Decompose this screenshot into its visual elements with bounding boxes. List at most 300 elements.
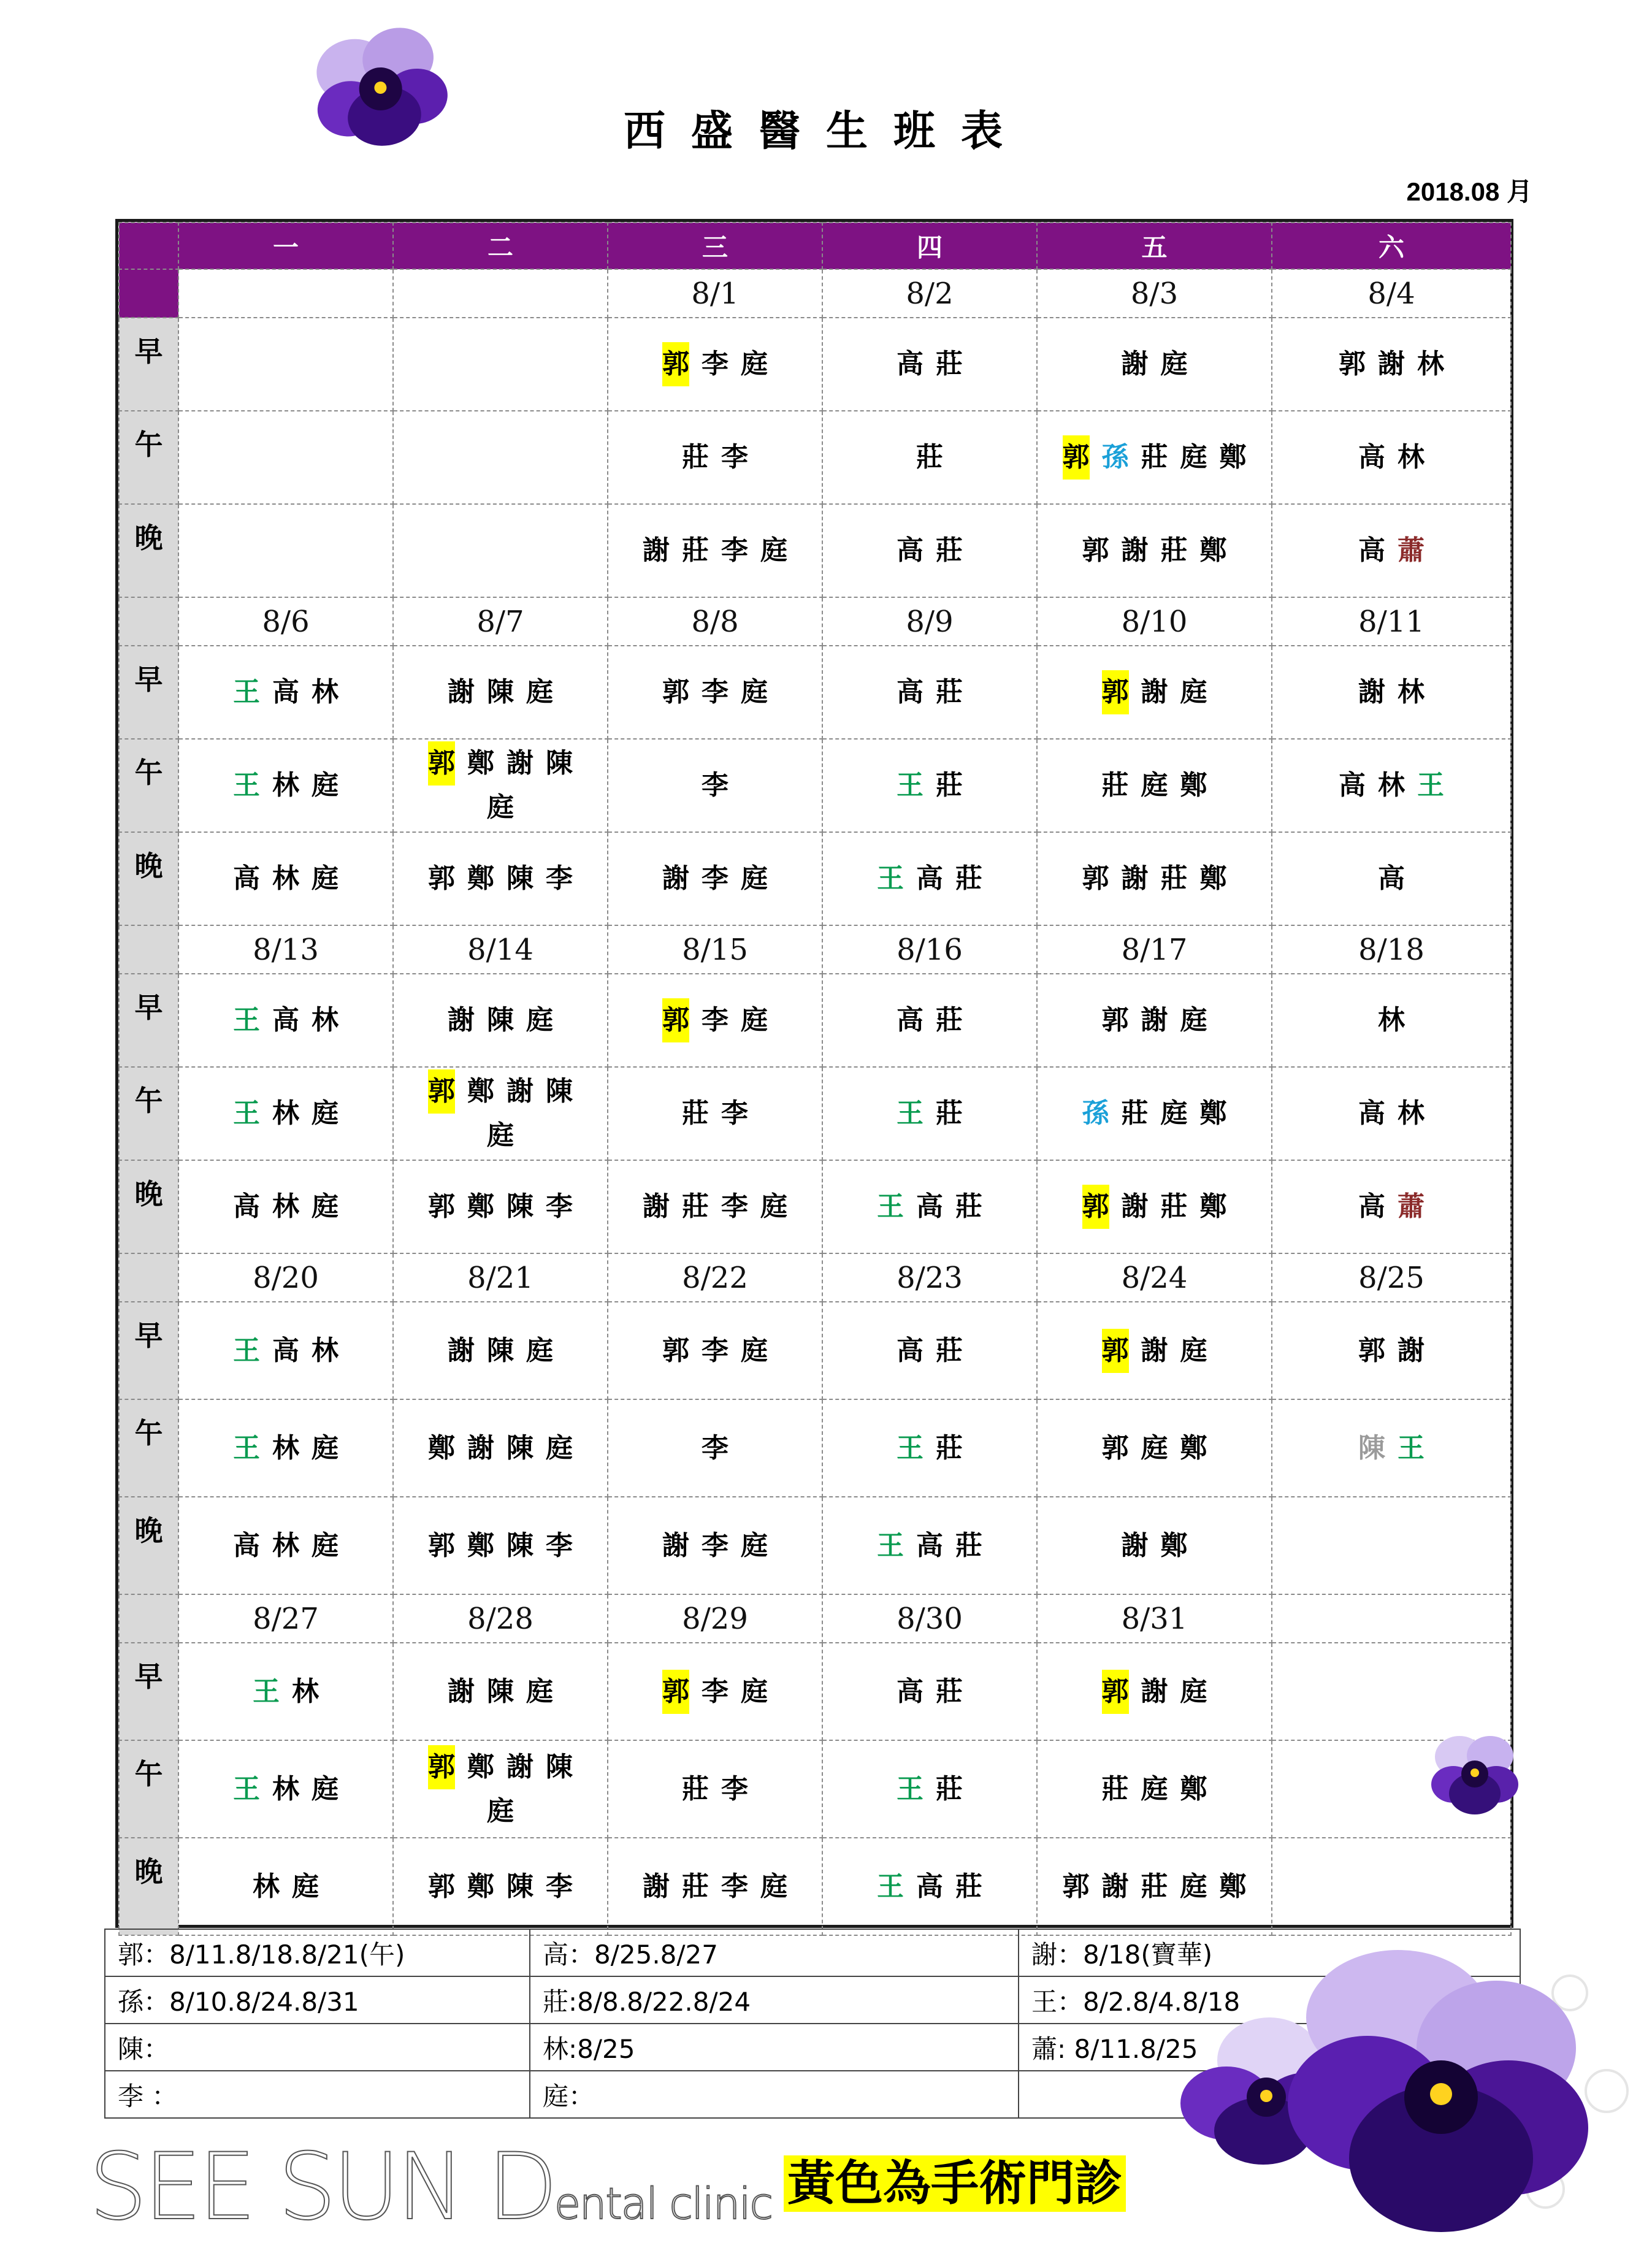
doctor-name: 高	[1358, 535, 1385, 566]
doctor-name: 林	[272, 1529, 299, 1561]
shift-label: 早	[119, 646, 178, 739]
doctor-name: 庭	[741, 676, 768, 708]
doctor-name: 郭	[662, 1670, 689, 1714]
doctor-name: 庭	[741, 1004, 768, 1036]
shift-cell	[1272, 1497, 1511, 1594]
doctor-name: 郭	[1082, 1185, 1109, 1229]
shift-cell	[608, 411, 822, 504]
date-cell: 8/1	[608, 269, 822, 318]
doctor-name: 郭	[428, 1069, 455, 1114]
shift-cell	[178, 1160, 393, 1253]
doctor-name: 林	[272, 1773, 299, 1805]
shift-row	[119, 1643, 1511, 1740]
doctor-name: 謝	[1121, 535, 1149, 566]
date-cell: 8/25	[1272, 1253, 1511, 1302]
doctor-name: 林	[272, 770, 299, 801]
doctor-name: 郭	[1358, 1334, 1385, 1366]
doctor-name: 高	[233, 1191, 260, 1222]
shift-cell	[1037, 411, 1272, 504]
doctor-name: 庭	[312, 1773, 338, 1805]
shift-label: 早	[119, 1643, 178, 1740]
schedule-body	[119, 269, 1511, 1935]
doctor-name: 謝	[1121, 1529, 1149, 1561]
doctor-name: 謝	[1141, 1675, 1168, 1707]
doctor-name: 王	[897, 1098, 924, 1129]
doctor-name: 庭	[526, 1675, 553, 1707]
doctor-name: 王	[877, 1191, 904, 1222]
doctor-name: 王	[877, 1870, 904, 1902]
pansy-flower-icon	[1177, 1944, 1652, 2248]
doctor-name: 庭	[1160, 1098, 1188, 1129]
shift-cell	[1037, 1302, 1272, 1399]
doctor-name: 李	[702, 1529, 728, 1561]
page-title: 西盛醫生班表	[623, 107, 1028, 156]
doctor-name: 林	[272, 1432, 299, 1464]
date-row-side	[119, 269, 178, 318]
doctor-name: 謝	[1141, 1334, 1168, 1366]
doctor-name: 陳	[487, 1675, 514, 1707]
doctor-name: 莊	[936, 770, 963, 801]
shift-cell	[822, 646, 1037, 739]
doctor-name: 庭	[312, 863, 338, 894]
doctor-name: 庭	[1180, 1870, 1207, 1902]
doctor-name: 庭	[1180, 1004, 1207, 1036]
date-row	[119, 597, 1511, 646]
doctor-name: 林	[272, 1098, 299, 1129]
doctor-name: 郭	[662, 676, 689, 708]
doctor-name: 莊	[936, 1675, 963, 1707]
doctor-name: 高	[897, 535, 924, 566]
doctor-name: 庭	[312, 1191, 338, 1222]
shift-cell	[1272, 1067, 1511, 1160]
shift-cell	[608, 1302, 822, 1399]
doctor-name: 鄭	[1199, 1191, 1227, 1222]
doctor-name: 謝	[1141, 1004, 1168, 1036]
doctor-name: 莊	[1121, 1098, 1149, 1129]
doctor-name: 鄭	[1180, 1773, 1207, 1805]
doctor-name: 陳	[487, 676, 514, 708]
doctor-name: 林	[1398, 676, 1424, 708]
leave-note: 蕭: 8/11.8/25	[1019, 2024, 1520, 2071]
doctor-name: 林	[1378, 1004, 1405, 1036]
surgery-legend: 黃色為手術門診	[784, 2155, 1126, 2212]
weekday-header: 二	[393, 223, 608, 269]
doctor-name: 高	[897, 676, 924, 708]
doctor-name: 王	[233, 1334, 260, 1366]
doctor-name: 陳	[1358, 1432, 1385, 1464]
shift-cell	[1272, 974, 1511, 1067]
shift-cell	[822, 1643, 1037, 1740]
shift-cell	[393, 504, 608, 597]
doctor-name: 李	[546, 863, 573, 894]
shift-cell	[1037, 1160, 1272, 1253]
doctor-name: 謝	[507, 1076, 533, 1107]
shift-cell	[1037, 318, 1272, 411]
date-cell: 8/17	[1037, 925, 1272, 974]
doctor-name: 鄭	[467, 1076, 494, 1107]
doctor-name: 庭	[1141, 1432, 1168, 1464]
doctor-name: 高	[1339, 770, 1366, 801]
shift-label: 午	[119, 1067, 178, 1160]
doctor-name: 李	[721, 442, 748, 473]
doctor-name: 郭	[662, 998, 689, 1042]
date-cell: 8/6	[178, 597, 393, 646]
leave-note: 孫：8/10.8/24.8/31	[105, 1976, 530, 2024]
shift-cell	[822, 1067, 1037, 1160]
shift-cell	[1037, 1740, 1272, 1838]
doctor-name: 王	[897, 1432, 924, 1464]
weekday-header-row	[119, 223, 1511, 269]
shift-cell	[1272, 504, 1511, 597]
shift-cell	[822, 504, 1037, 597]
doctor-name: 庭	[487, 1795, 514, 1827]
shift-label: 午	[119, 739, 178, 832]
shift-cell	[393, 1160, 608, 1253]
doctor-name: 莊	[682, 1773, 709, 1805]
doctor-name: 郭	[1082, 535, 1109, 566]
date-row-side	[119, 1594, 178, 1643]
doctor-name: 王	[233, 1004, 260, 1036]
doctor-name: 庭	[741, 863, 768, 894]
doctor-name: 李	[702, 676, 728, 708]
doctor-name: 林	[253, 1870, 280, 1902]
doctor-name: 高	[897, 1004, 924, 1036]
doctor-name: 郭	[662, 342, 689, 386]
weekday-header: 六	[1272, 223, 1511, 269]
doctor-name: 李	[721, 1870, 748, 1902]
pansy-flower-icon	[1429, 1726, 1521, 1818]
shift-cell	[1272, 1302, 1511, 1399]
shift-cell	[393, 1497, 608, 1594]
shift-cell	[1037, 1067, 1272, 1160]
shift-cell	[822, 1302, 1037, 1399]
date-cell: 8/31	[1037, 1594, 1272, 1643]
shift-label: 早	[119, 974, 178, 1067]
doctor-name: 李	[702, 1334, 728, 1366]
doctor-name: 陳	[546, 747, 573, 779]
leave-note: 陳：	[105, 2024, 530, 2071]
shift-cell	[608, 1497, 822, 1594]
doctor-name: 李	[546, 1870, 573, 1902]
doctor-name: 莊	[936, 676, 963, 708]
doctor-name: 庭	[760, 1191, 787, 1222]
shift-label: 早	[119, 1302, 178, 1399]
doctor-name: 莊	[682, 1098, 709, 1129]
doctor-name: 庭	[312, 1529, 338, 1561]
doctor-name: 陳	[507, 1870, 533, 1902]
shift-cell	[1037, 832, 1272, 925]
weekday-header: 一	[178, 223, 393, 269]
shift-cell	[393, 739, 608, 832]
date-cell: 8/13	[178, 925, 393, 974]
leave-note: 李 ：	[105, 2071, 530, 2118]
date-cell: 8/23	[822, 1253, 1037, 1302]
doctor-name: 林	[272, 863, 299, 894]
doctor-name: 林	[1417, 348, 1444, 380]
doctor-name: 鄭	[467, 747, 494, 779]
doctor-name: 王	[877, 1529, 904, 1561]
doctor-name: 鄭	[1180, 770, 1207, 801]
doctor-name: 謝	[1121, 348, 1149, 380]
date-row-side	[119, 925, 178, 974]
shift-label: 午	[119, 411, 178, 504]
doctor-name: 郭	[1063, 435, 1090, 480]
date-cell: 8/15	[608, 925, 822, 974]
doctor-name: 謝	[643, 535, 670, 566]
doctor-name: 鄭	[1199, 863, 1227, 894]
doctor-name: 庭	[1141, 770, 1168, 801]
doctor-name: 鄭	[1199, 1098, 1227, 1129]
doctor-name: 郭	[428, 741, 455, 786]
doctor-name: 鄭	[1199, 535, 1227, 566]
weekday-header: 五	[1037, 223, 1272, 269]
doctor-name: 庭	[741, 1334, 768, 1366]
shift-cell	[608, 1067, 822, 1160]
shift-cell	[608, 739, 822, 832]
shift-cell	[178, 1838, 393, 1935]
doctor-name: 莊	[916, 442, 943, 473]
doctor-name: 李	[721, 1773, 748, 1805]
shift-cell	[1037, 1399, 1272, 1497]
doctor-name: 鄭	[467, 863, 494, 894]
shift-cell	[608, 318, 822, 411]
leave-note: 謝：8/18(寶華)	[1019, 1929, 1520, 1976]
date-row	[119, 1594, 1511, 1643]
shift-label: 晚	[119, 832, 178, 925]
doctor-name: 庭	[487, 1120, 514, 1151]
doctor-name: 鄭	[428, 1432, 455, 1464]
doctor-name: 謝	[448, 1675, 475, 1707]
doctor-name: 林	[272, 1191, 299, 1222]
doctor-name: 蕭	[1398, 1191, 1424, 1222]
doctor-name: 郭	[428, 1529, 455, 1561]
shift-row	[119, 1740, 1511, 1838]
doctor-name: 王	[897, 1773, 924, 1805]
doctor-name: 謝	[448, 1004, 475, 1036]
brand-tail: ental clinic	[554, 2179, 772, 2229]
doctor-name: 李	[702, 863, 728, 894]
doctor-name: 陳	[507, 1529, 533, 1561]
shift-row	[119, 318, 1511, 411]
shift-cell	[178, 318, 393, 411]
shift-cell	[822, 1160, 1037, 1253]
doctor-name: 莊	[936, 1432, 963, 1464]
shift-cell	[1272, 1399, 1511, 1497]
leave-note: 郭：8/11.8/18.8/21(午)	[105, 1929, 530, 1976]
shift-row	[119, 646, 1511, 739]
doctor-name: 高	[916, 1529, 943, 1561]
doctor-name: 謝	[1101, 1870, 1129, 1902]
shift-cell	[1037, 1497, 1272, 1594]
shift-cell	[178, 832, 393, 925]
shift-cell	[1037, 739, 1272, 832]
shift-row	[119, 1399, 1511, 1497]
doctor-name: 庭	[487, 792, 514, 823]
shift-row	[119, 1067, 1511, 1160]
weekday-header: 三	[608, 223, 822, 269]
doctor-name: 庭	[546, 1432, 573, 1464]
date-row-side	[119, 1253, 178, 1302]
doctor-name: 鄭	[1180, 1432, 1207, 1464]
shift-label: 早	[119, 318, 178, 411]
doctor-name: 高	[1358, 442, 1385, 473]
doctor-name: 高	[272, 676, 299, 708]
doctor-name: 謝	[507, 747, 533, 779]
doctor-name: 陳	[507, 1432, 533, 1464]
doctor-name: 李	[721, 1098, 748, 1129]
shift-cell	[393, 1740, 608, 1838]
date-cell: 8/8	[608, 597, 822, 646]
shift-row	[119, 739, 1511, 832]
date-row	[119, 1253, 1511, 1302]
doctor-name: 莊	[936, 535, 963, 566]
shift-cell	[393, 1399, 608, 1497]
shift-cell	[608, 1160, 822, 1253]
shift-cell	[1272, 739, 1511, 832]
doctor-name: 林	[312, 1334, 338, 1366]
leave-note: 王：8/2.8/4.8/18	[1019, 1976, 1520, 2024]
doctor-name: 莊	[955, 1191, 982, 1222]
doctor-name: 高	[897, 348, 924, 380]
shift-cell	[393, 318, 608, 411]
doctor-name: 莊	[1160, 1191, 1188, 1222]
doctor-name: 莊	[936, 1334, 963, 1366]
date-cell: 8/27	[178, 1594, 393, 1643]
doctor-name: 王	[233, 676, 260, 708]
shift-cell	[178, 739, 393, 832]
doctor-name: 庭	[741, 1675, 768, 1707]
date-row	[119, 925, 1511, 974]
doctor-name: 謝	[662, 863, 689, 894]
weekday-header: 四	[822, 223, 1037, 269]
doctor-name: 莊	[955, 1870, 982, 1902]
doctor-name: 莊	[1101, 1773, 1129, 1805]
doctor-name: 郭	[1102, 1670, 1129, 1714]
doctor-name: 庭	[741, 1529, 768, 1561]
doctor-name: 高	[233, 863, 260, 894]
date-cell: 8/18	[1272, 925, 1511, 974]
doctor-name: 莊	[936, 1004, 963, 1036]
doctor-name: 謝	[643, 1191, 670, 1222]
doctor-name: 謝	[662, 1529, 689, 1561]
doctor-name: 高	[1358, 1098, 1385, 1129]
doctor-name: 鄭	[467, 1751, 494, 1783]
doctor-name: 郭	[1102, 1329, 1129, 1373]
doctor-name: 庭	[526, 676, 553, 708]
doctor-name: 郭	[1339, 348, 1366, 380]
doctor-name: 李	[546, 1529, 573, 1561]
shift-cell	[178, 411, 393, 504]
date-cell	[178, 269, 393, 318]
doctor-name: 庭	[1180, 442, 1207, 473]
date-cell: 8/11	[1272, 597, 1511, 646]
doctor-name: 莊	[682, 1191, 709, 1222]
date-cell: 8/10	[1037, 597, 1272, 646]
shift-row	[119, 1497, 1511, 1594]
doctor-name: 王	[233, 1432, 260, 1464]
shift-cell	[178, 1067, 393, 1160]
doctor-name: 林	[292, 1675, 319, 1707]
doctor-name: 王	[233, 1773, 260, 1805]
date-cell: 8/20	[178, 1253, 393, 1302]
doctor-name: 林	[1398, 442, 1424, 473]
shift-cell	[393, 832, 608, 925]
shift-label: 晚	[119, 1160, 178, 1253]
date-cell: 8/7	[393, 597, 608, 646]
date-cell	[1272, 1594, 1511, 1643]
doctor-name: 庭	[1180, 1675, 1207, 1707]
schedule-table	[118, 222, 1512, 1936]
doctor-name: 高	[1358, 1191, 1385, 1222]
doctor-name: 郭	[1062, 1870, 1090, 1902]
date-row-side	[119, 597, 178, 646]
doctor-name: 莊	[955, 1529, 982, 1561]
doctor-name: 鄭	[1160, 1529, 1188, 1561]
shift-label: 晚	[119, 1497, 178, 1594]
leave-note: 莊:8/8.8/22.8/24	[530, 1976, 1019, 2024]
leave-note: 林:8/25	[530, 2024, 1019, 2071]
date-cell: 8/28	[393, 1594, 608, 1643]
doctor-name: 高	[897, 1675, 924, 1707]
shift-cell	[1037, 504, 1272, 597]
doctor-name: 高	[272, 1334, 299, 1366]
doctor-name: 莊	[955, 863, 982, 894]
shift-cell	[822, 1399, 1037, 1497]
shift-cell	[1272, 1160, 1511, 1253]
shift-cell	[608, 1643, 822, 1740]
doctor-name: 陳	[507, 1191, 533, 1222]
shift-cell	[1272, 318, 1511, 411]
doctor-name: 謝	[1121, 863, 1149, 894]
schedule-table-frame	[115, 219, 1513, 1928]
leave-note: 高：8/25.8/27	[530, 1929, 1019, 1976]
shift-cell	[822, 1740, 1037, 1838]
doctor-name: 王	[897, 770, 924, 801]
doctor-name: 郭	[428, 1870, 455, 1902]
date-cell: 8/14	[393, 925, 608, 974]
shift-label: 午	[119, 1399, 178, 1497]
shift-row	[119, 1302, 1511, 1399]
shift-row	[119, 1160, 1511, 1253]
doctor-name: 陳	[546, 1076, 573, 1107]
doctor-name: 郭	[428, 1745, 455, 1789]
doctor-name: 林	[312, 1004, 338, 1036]
doctor-name: 李	[702, 1675, 728, 1707]
date-cell: 8/29	[608, 1594, 822, 1643]
doctor-name: 蕭	[1398, 535, 1424, 566]
doctor-name: 庭	[312, 1432, 338, 1464]
doctor-name: 王	[233, 1098, 260, 1129]
doctor-name: 林	[312, 676, 338, 708]
date-cell: 8/3	[1037, 269, 1272, 318]
doctor-name: 陳	[487, 1004, 514, 1036]
doctor-name: 郭	[1102, 670, 1129, 714]
doctor-name: 陳	[507, 863, 533, 894]
doctor-name: 陳	[546, 1751, 573, 1783]
doctor-name: 高	[916, 1191, 943, 1222]
shift-cell	[1037, 1643, 1272, 1740]
doctor-name: 王	[1417, 770, 1444, 801]
doctor-name: 謝	[1378, 348, 1405, 380]
doctor-name: 謝	[448, 1334, 475, 1366]
doctor-name: 高	[897, 1334, 924, 1366]
doctor-name: 莊	[936, 1098, 963, 1129]
shift-cell	[178, 1740, 393, 1838]
doctor-name: 莊	[936, 1773, 963, 1805]
shift-cell	[822, 1838, 1037, 1935]
doctor-name: 庭	[760, 1870, 787, 1902]
doctor-name: 謝	[643, 1870, 670, 1902]
